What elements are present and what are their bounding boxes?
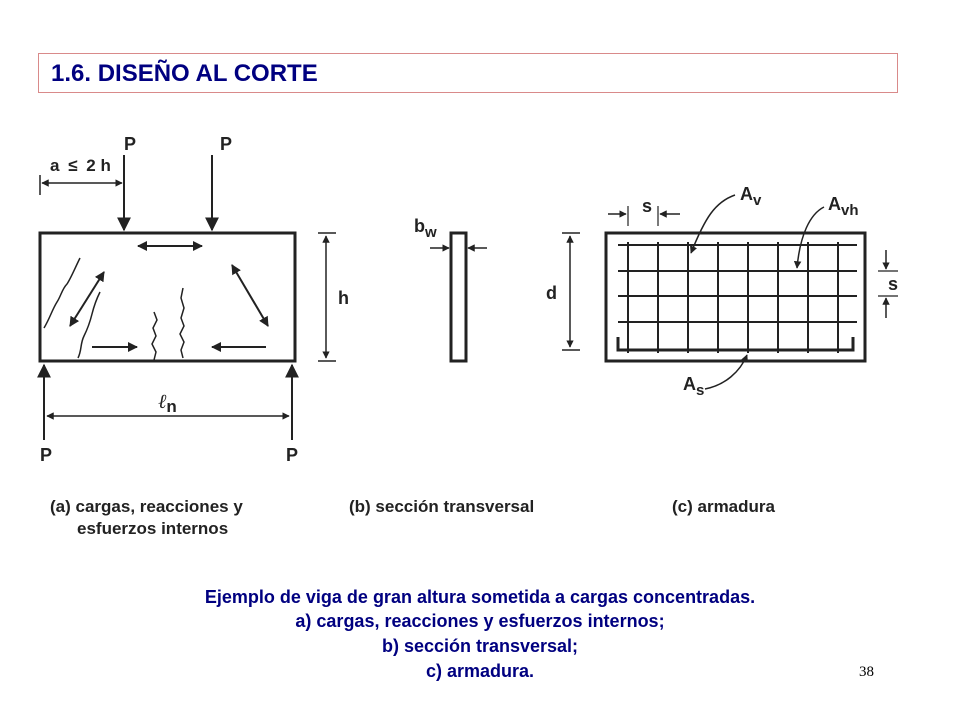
caption-panel-a-line1: (a) cargas, reacciones y: [50, 497, 243, 516]
clear-span-label: ℓ$_n$: [158, 391, 177, 416]
web-spacing-label: s: [888, 274, 899, 294]
strut-arrow-right: [232, 265, 268, 326]
crack-diagonal-2: [78, 292, 100, 358]
avh-leader: [797, 207, 824, 268]
depth-label: d: [546, 283, 557, 303]
load-label-left: P: [123, 134, 137, 154]
beam-cross-section: [451, 233, 466, 361]
strut-arrow-left: [70, 272, 104, 326]
horizontal-web-bars: [618, 245, 857, 322]
stirrup-spacing-label: s: [641, 196, 653, 216]
panel-b: [414, 216, 487, 361]
crack-vertical-2: [180, 288, 184, 358]
caption-line-4: c) armadura.: [425, 661, 535, 681]
caption-line-2: a) cargas, reacciones y esfuerzos internos;: [295, 611, 665, 631]
as-label: $A_s$: [683, 374, 705, 399]
web-width-label: $b_w$: [414, 216, 437, 241]
reaction-label-left: P: [39, 445, 53, 465]
page-number: 38: [859, 664, 874, 680]
caption-panel-b: (b) sección transversal: [349, 497, 535, 516]
av-label: $A_v$: [740, 184, 762, 209]
reaction-label-right: P: [285, 445, 299, 465]
crack-vertical-1: [152, 312, 157, 360]
slide-title: 1.6. DISEÑO AL CORTE: [51, 60, 318, 87]
load-label-right: P: [219, 134, 233, 154]
caption-line-3: b) sección transversal;: [381, 636, 579, 656]
panel-a: [40, 134, 349, 465]
avh-label: $A_{vh}$: [828, 194, 859, 219]
shear-span-label: a ≤ 2 h: [50, 156, 111, 175]
beam-elevation: [40, 233, 295, 361]
panel-c: [546, 184, 898, 399]
main-tension-bar: [618, 337, 853, 350]
caption-line-1: Ejemplo de viga de gran altura sometida a cargas concentradas.: [204, 587, 756, 607]
height-label: h: [338, 288, 349, 308]
caption-panel-c: (c) armadura: [672, 497, 775, 516]
vertical-stirrups: [628, 242, 838, 353]
caption-panel-a-line2: esfuerzos internos: [77, 519, 229, 538]
